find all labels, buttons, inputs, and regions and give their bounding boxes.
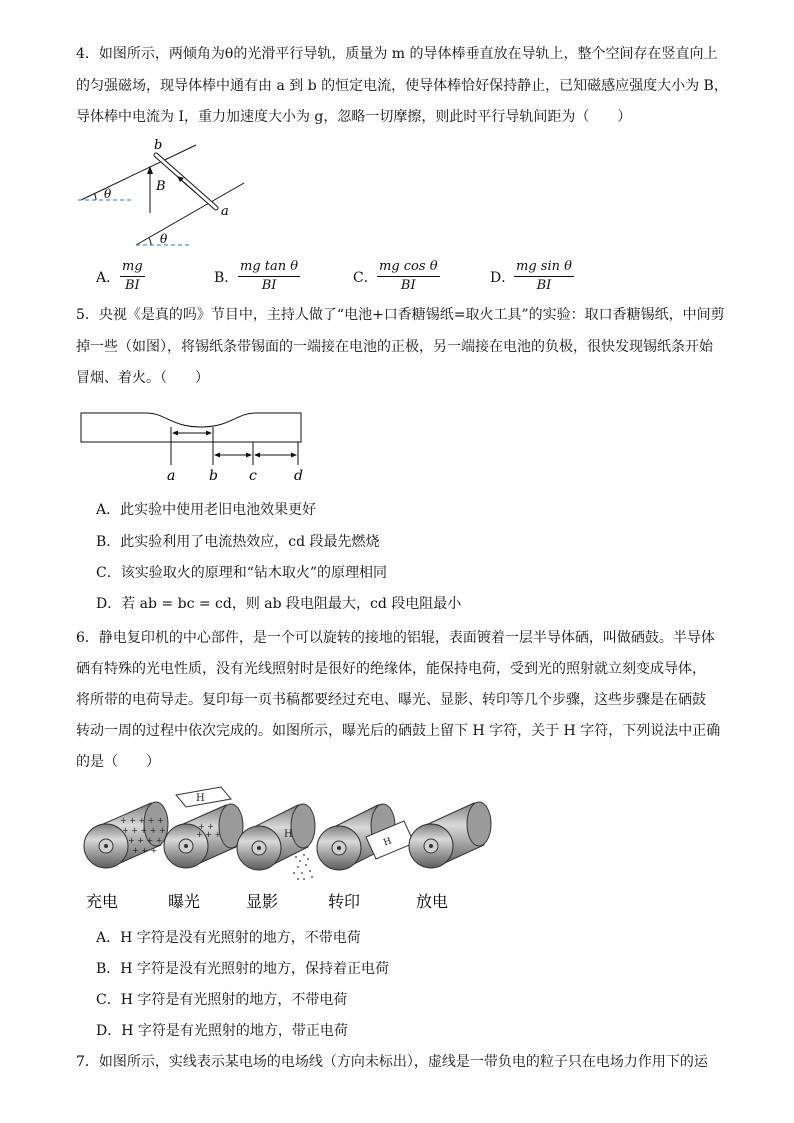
denominator: BI — [400, 278, 416, 293]
q4-text-line2: 的匀强磁场，现导体棒中通有由 a 到 b 的恒定电流，使导体棒恰好保持静止，已知磁感应强度大小为 B， — [76, 78, 728, 94]
numerator: mg sin θ — [514, 258, 574, 277]
q4-option-d-letter[interactable]: D． — [490, 270, 516, 286]
q6-option-b[interactable]: B．H 字符是没有光照射的地方，保持着正电荷 — [96, 961, 389, 977]
svg-text:+ + +: + + + — [196, 830, 222, 839]
q5-text-line2: 掉一些（如图），将锡纸条带锡面的一端接在电池的正极，另一端接在电池的负极，很快发现锡纸条开始 — [76, 339, 713, 355]
caption-developing: 显影 — [246, 892, 279, 911]
arrowhead-cd-left — [254, 453, 260, 458]
svg-text:+ + + + +: + + + + + — [122, 826, 166, 835]
drum-charging — [84, 802, 168, 868]
q4-option-b-letter[interactable]: B． — [214, 270, 239, 286]
drum-exposure — [164, 787, 243, 868]
q5-option-b[interactable]: B．此实验利用了电流热效应，cd 段最先燃烧 — [96, 534, 380, 550]
angle-arc-lower — [149, 238, 151, 245]
q4-option-d-fraction — [514, 258, 574, 295]
q4-option-c-fraction — [377, 258, 440, 295]
arrowhead-cd-right — [291, 453, 297, 458]
q6-text-line1: 6．静电复印机的中心部件，是一个可以旋转的接地的铝辊，表面镀着一层半导体硒，叫做硒鼓。半导体 — [76, 630, 715, 646]
magnetic-field-arrowhead — [147, 166, 153, 174]
foil-strip-outline — [81, 413, 301, 442]
drum-developing — [237, 804, 315, 880]
label-a: a — [167, 468, 176, 484]
svg-text:H: H — [284, 829, 293, 840]
caption-transfer: 转印 — [328, 892, 361, 911]
numerator: mg tan θ — [238, 258, 300, 277]
numerator: mg cos θ — [377, 258, 440, 277]
caption-charging: 充电 — [86, 892, 119, 911]
arrowhead-bc-left — [214, 453, 220, 458]
caption-exposure: 曝光 — [168, 892, 201, 911]
label-b: b — [154, 138, 163, 153]
arrowhead-bc-right — [246, 453, 252, 458]
svg-text:H: H — [382, 836, 394, 849]
caption-discharge: 放电 — [416, 892, 449, 911]
q5-option-a[interactable]: A．此实验中使用老旧电池效果更好 — [96, 502, 317, 518]
q4-rail-figure — [76, 135, 256, 250]
label-c: c — [249, 468, 257, 484]
q5-foil-figure — [76, 405, 306, 485]
q6-option-c[interactable]: C．H 字符是有光照射的地方，不带电荷 — [96, 992, 348, 1008]
denominator: BI — [536, 278, 552, 293]
svg-text:+ +: + + — [198, 822, 214, 831]
q5-option-c[interactable]: C．该实验取火的原理和“钻木取火”的原理相同 — [96, 565, 388, 581]
label-B: B — [156, 179, 166, 194]
q6-text-line2: 硒有特殊的光电性质，没有光线照射时是很好的绝缘体，能保持电荷，受到光的照射就立刻变成导体， — [76, 661, 706, 677]
svg-text:+ + + + +: + + + + + — [120, 816, 164, 825]
q4-option-a-letter[interactable]: A． — [96, 270, 121, 286]
drum-transfer — [317, 804, 414, 870]
q6-option-d[interactable]: D．H 字符是有光照射的地方，带正电荷 — [96, 1023, 348, 1039]
q4-text-line3: 导体棒中电流为 I，重力加速度大小为 g，忽略一切摩擦，则此时平行导轨间距为（ ） — [76, 109, 632, 125]
q6-option-a[interactable]: A．H 字符是没有光照射的地方，不带电荷 — [96, 930, 361, 946]
q6-text-line3: 将所带的电荷导走。复印每一页书稿都要经过充电、曝光、显影、转印等几个步骤，这些步骤是在硒鼓 — [76, 692, 706, 708]
denominator: BI — [124, 278, 140, 293]
q4-text-line1: 4．如图所示，两倾角为θ的光滑平行导轨，质量为 m 的导体棒垂直放在导轨上，整个空间存在竖直向上 — [76, 46, 718, 62]
q4-option-a-fraction — [120, 258, 145, 295]
numerator: mg — [120, 258, 145, 277]
q7-text-line1: 7．如图所示，实线表示某电场的电场线（方向未标出），虚线是一带负电的粒子只在电场力作用下的运 — [76, 1054, 708, 1070]
q5-text-line1: 5．央视《是真的吗》节目中，主持人做了“电池+口香糖锡纸=取火工具”的实验：取口香糖锡纸，中间剪 — [76, 307, 725, 323]
paper-letter: H — [196, 793, 205, 804]
q5-option-d[interactable]: D．若 ab = bc = cd，则 ab 段电阻最大，cd 段电阻最小 — [96, 596, 462, 612]
label-d: d — [294, 468, 303, 484]
label-theta-upper: θ — [104, 187, 112, 201]
angle-arc-upper — [95, 194, 97, 201]
q4-option-c-letter[interactable]: C． — [353, 270, 378, 286]
label-a: a — [221, 204, 229, 219]
label-theta-lower: θ — [160, 232, 168, 246]
svg-text:+ + +: + + + — [132, 846, 158, 855]
q4-option-b-fraction — [238, 258, 300, 295]
denominator: BI — [261, 278, 277, 293]
label-b: b — [209, 468, 218, 484]
q6-copier-figure — [76, 785, 516, 915]
q6-text-line4: 转动一周的过程中依次完成的。如图所示，曝光后的硒鼓上留下 H 字符，关于 H 字符，下列说法中正确 — [76, 723, 721, 739]
q6-text-line5: 的是（ ） — [76, 754, 160, 770]
svg-text:+ + + +: + + + + — [128, 836, 163, 845]
drum-discharge — [409, 802, 491, 868]
q5-text-line3: 冒烟、着火。（ ） — [76, 370, 209, 386]
